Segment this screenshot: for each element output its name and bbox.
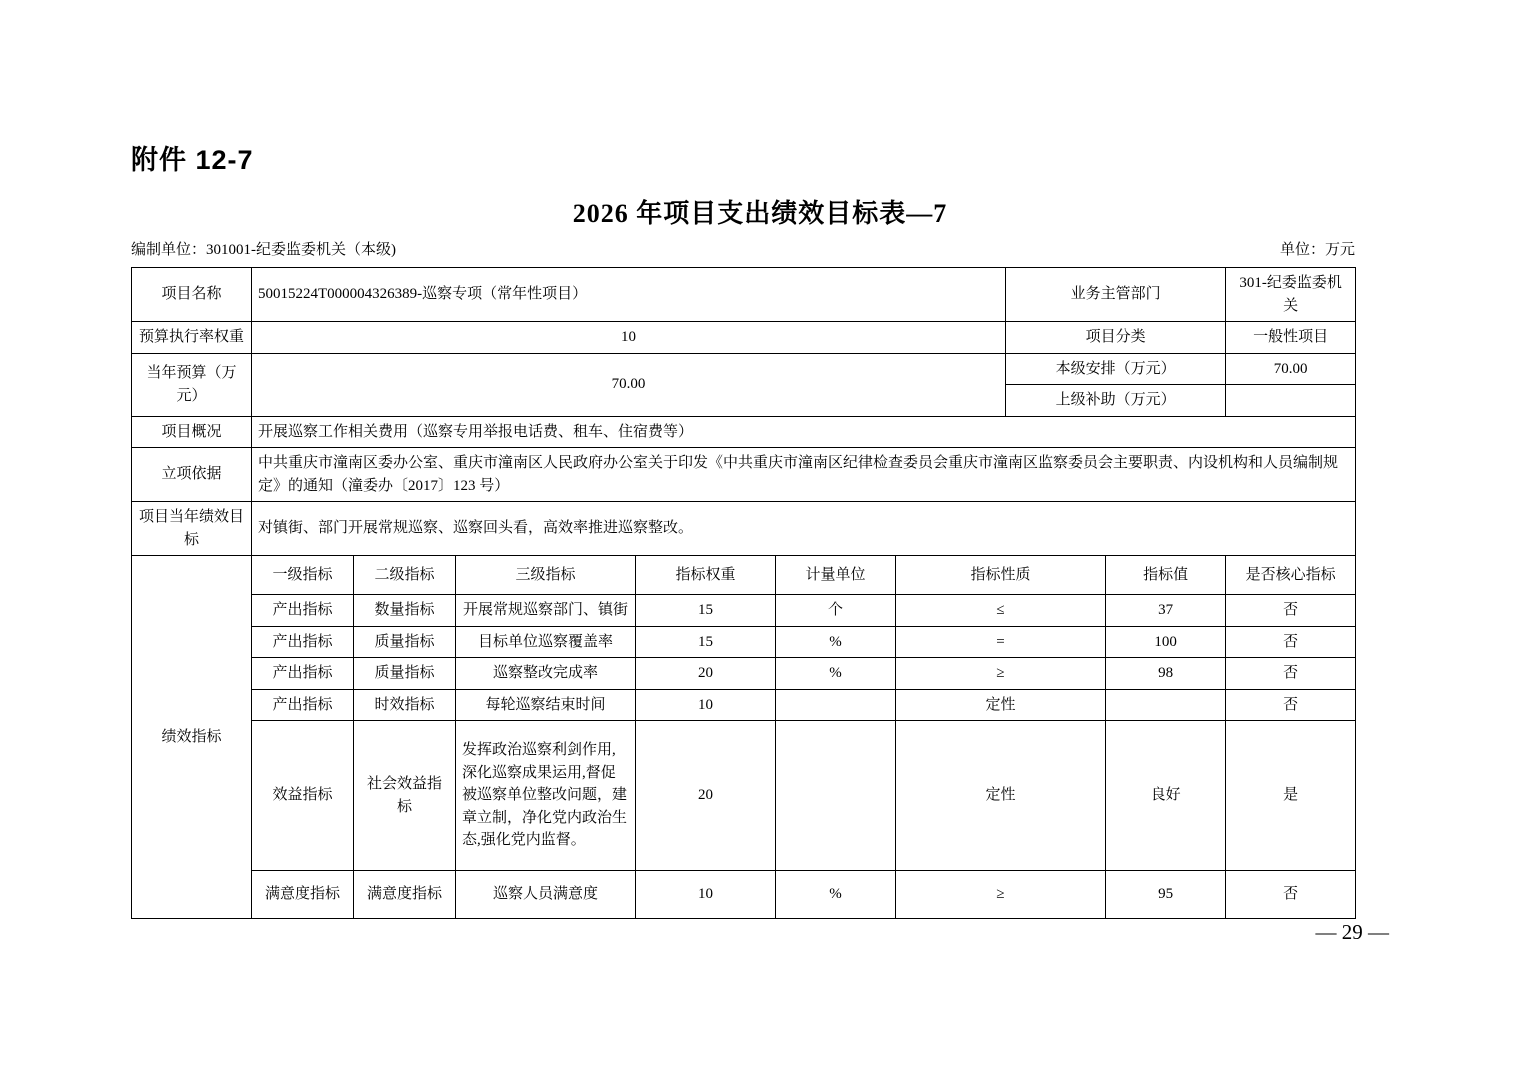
performance-target-table bbox=[131, 267, 1356, 919]
indicator-weight: 20 bbox=[636, 721, 776, 871]
indicator-level1: 产出指标 bbox=[252, 689, 354, 721]
indicator-level2: 时效指标 bbox=[354, 689, 456, 721]
indicator-core: 是 bbox=[1226, 721, 1356, 871]
indicator-unit: 个 bbox=[776, 595, 896, 627]
table-row bbox=[132, 448, 1356, 502]
indicator-nature: 定性 bbox=[896, 689, 1106, 721]
indicator-level1: 满意度指标 bbox=[252, 871, 354, 919]
dept-label: 业务主管部门 bbox=[1006, 268, 1226, 322]
indicator-weight: 20 bbox=[636, 658, 776, 690]
year-budget-value: 70.00 bbox=[252, 353, 1006, 416]
indicator-value: 37 bbox=[1106, 595, 1226, 627]
budget-rate-value: 10 bbox=[252, 322, 1006, 354]
indicator-weight: 10 bbox=[636, 689, 776, 721]
indicator-nature: ≤ bbox=[896, 595, 1106, 627]
indicator-level2: 数量指标 bbox=[354, 595, 456, 627]
indicator-value: 良好 bbox=[1106, 721, 1226, 871]
local-arrange-value: 70.00 bbox=[1226, 353, 1356, 385]
indicator-core: 否 bbox=[1226, 658, 1356, 690]
table-row bbox=[132, 322, 1356, 354]
indicator-level2: 满意度指标 bbox=[354, 871, 456, 919]
indicator-header-weight: 指标权重 bbox=[636, 556, 776, 595]
project-name-value: 50015224T000004326389-巡察专项（常年性项目） bbox=[252, 268, 1006, 322]
indicator-weight: 10 bbox=[636, 871, 776, 919]
year-goal-label: 项目当年绩效目标 bbox=[132, 502, 252, 556]
upper-subsidy-value bbox=[1226, 385, 1356, 417]
indicator-unit: % bbox=[776, 871, 896, 919]
indicator-header-level3: 三级指标 bbox=[456, 556, 636, 595]
indicator-level1: 产出指标 bbox=[252, 626, 354, 658]
year-budget-label: 当年预算（万元） bbox=[132, 353, 252, 416]
indicator-value: 95 bbox=[1106, 871, 1226, 919]
compiling-unit: 编制单位：301001-纪委监委机关（本级) bbox=[131, 242, 396, 258]
year-goal-value: 对镇街、部门开展常规巡察、巡察回头看，高效率推进巡察整改。 bbox=[252, 502, 1356, 556]
indicator-level1: 产出指标 bbox=[252, 658, 354, 690]
indicator-value: 98 bbox=[1106, 658, 1226, 690]
indicator-value: 100 bbox=[1106, 626, 1226, 658]
upper-subsidy-label: 上级补助（万元） bbox=[1006, 385, 1226, 417]
indicator-header-row bbox=[132, 556, 1356, 595]
table-row bbox=[132, 658, 1356, 690]
local-arrange-label: 本级安排（万元） bbox=[1006, 353, 1226, 385]
category-value: 一般性项目 bbox=[1226, 322, 1356, 354]
indicator-level2: 质量指标 bbox=[354, 658, 456, 690]
table-row bbox=[132, 268, 1356, 322]
indicator-header-unit: 计量单位 bbox=[776, 556, 896, 595]
table-row bbox=[132, 416, 1356, 448]
category-label: 项目分类 bbox=[1006, 322, 1226, 354]
indicator-level1: 效益指标 bbox=[252, 721, 354, 871]
page-title: 2026 年项目支出绩效目标表—7 bbox=[572, 199, 948, 228]
unit-note: 单位：万元 bbox=[1279, 242, 1355, 258]
indicator-weight: 15 bbox=[636, 626, 776, 658]
indicator-core: 否 bbox=[1226, 871, 1356, 919]
indicator-level3: 开展常规巡察部门、镇街 bbox=[456, 595, 636, 627]
indicator-header-core: 是否核心指标 bbox=[1226, 556, 1356, 595]
table-row bbox=[132, 626, 1356, 658]
indicator-level2: 社会效益指标 bbox=[354, 721, 456, 871]
table-row bbox=[132, 353, 1356, 385]
indicator-nature: 定性 bbox=[896, 721, 1106, 871]
indicator-unit bbox=[776, 721, 896, 871]
indicator-level3: 每轮巡察结束时间 bbox=[456, 689, 636, 721]
performance-indicator-label: 绩效指标 bbox=[132, 556, 252, 919]
indicator-level3: 发挥政治巡察利剑作用,深化巡察成果运用,督促被巡察单位整改问题，建章立制，净化党内政治生态,强化党内监督。 bbox=[456, 721, 636, 871]
indicator-header-value: 指标值 bbox=[1106, 556, 1226, 595]
indicator-unit bbox=[776, 689, 896, 721]
indicator-weight: 15 bbox=[636, 595, 776, 627]
indicator-nature: ≥ bbox=[896, 658, 1106, 690]
indicator-value bbox=[1106, 689, 1226, 721]
indicator-header-level1: 一级指标 bbox=[252, 556, 354, 595]
table-row bbox=[132, 721, 1356, 871]
table-row bbox=[132, 871, 1356, 919]
project-name-label: 项目名称 bbox=[132, 268, 252, 322]
indicator-header-nature: 指标性质 bbox=[896, 556, 1106, 595]
indicator-level1: 产出指标 bbox=[252, 595, 354, 627]
indicator-level3: 巡察人员满意度 bbox=[456, 871, 636, 919]
indicator-unit: % bbox=[776, 658, 896, 690]
indicator-nature: = bbox=[896, 626, 1106, 658]
overview-value: 开展巡察工作相关费用（巡察专用举报电话费、租车、住宿费等） bbox=[252, 416, 1356, 448]
page-number: — 29 — bbox=[1315, 920, 1389, 944]
budget-rate-label: 预算执行率权重 bbox=[132, 322, 252, 354]
table-row bbox=[132, 689, 1356, 721]
indicator-core: 否 bbox=[1226, 689, 1356, 721]
meta-row bbox=[131, 238, 1355, 259]
indicator-nature: ≥ bbox=[896, 871, 1106, 919]
indicator-core: 否 bbox=[1226, 595, 1356, 627]
indicator-level3: 目标单位巡察覆盖率 bbox=[456, 626, 636, 658]
basis-label: 立项依据 bbox=[132, 448, 252, 502]
table-row bbox=[132, 502, 1356, 556]
indicator-level2: 质量指标 bbox=[354, 626, 456, 658]
indicator-unit: % bbox=[776, 626, 896, 658]
overview-label: 项目概况 bbox=[132, 416, 252, 448]
indicator-header-level2: 二级指标 bbox=[354, 556, 456, 595]
attachment-label: 附件 12-7 bbox=[131, 145, 254, 175]
basis-value: 中共重庆市潼南区委办公室、重庆市潼南区人民政府办公室关于印发《中共重庆市潼南区纪律检查委员会重庆市潼南区监察委员会主要职责、内设机构和人员编制规定》的通知（潼委办〔2017〕123 号） bbox=[252, 448, 1356, 502]
table-row bbox=[132, 595, 1356, 627]
indicator-core: 否 bbox=[1226, 626, 1356, 658]
indicator-level3: 巡察整改完成率 bbox=[456, 658, 636, 690]
dept-value: 301-纪委监委机关 bbox=[1226, 268, 1356, 322]
